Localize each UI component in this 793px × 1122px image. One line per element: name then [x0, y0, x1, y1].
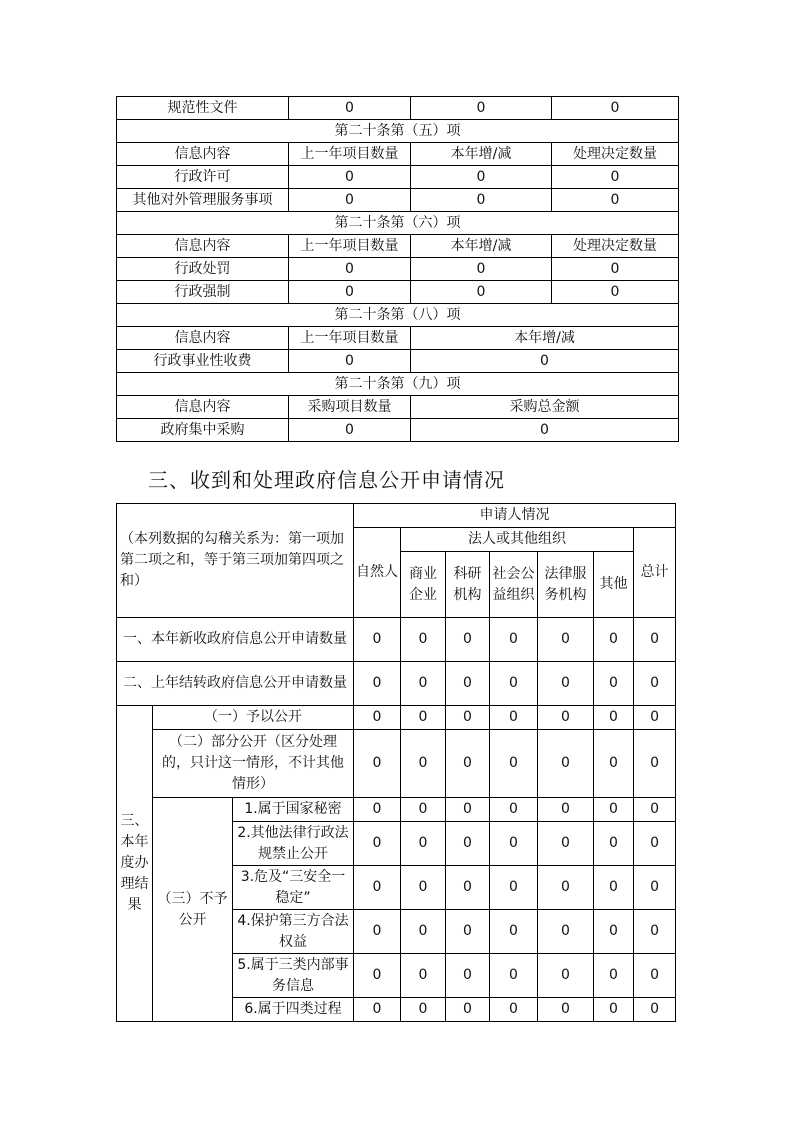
applications-table [116, 503, 676, 1022]
col-header: 信息内容 [117, 396, 289, 419]
cell-value: 0 [490, 662, 538, 706]
cell-value: 0 [594, 822, 634, 866]
cell-value: 0 [552, 189, 679, 212]
header-row [117, 143, 679, 166]
col-header: 处理决定数量 [552, 235, 679, 258]
table-row [117, 662, 676, 706]
cell-value: 0 [538, 618, 594, 662]
cell-value: 0 [354, 954, 401, 998]
cell-value: 0 [354, 662, 401, 706]
section-title: 第二十条第（六）项 [117, 212, 679, 235]
cell-value: 0 [354, 998, 401, 1022]
row-label: （二）部分公开（区分处理的，只计这一情形，不计其他情形） [153, 730, 354, 798]
section-header-row [117, 212, 679, 235]
cell-value: 0 [289, 258, 411, 281]
col-header: 总计 [634, 528, 676, 618]
cell-value: 0 [401, 998, 446, 1022]
header-row [117, 235, 679, 258]
cell-value: 0 [401, 662, 446, 706]
cell-value: 0 [552, 258, 679, 281]
cell-value: 0 [538, 954, 594, 998]
cell-value: 0 [490, 618, 538, 662]
col-header: 法人或其他组织 [401, 528, 634, 552]
cell-value: 0 [446, 822, 490, 866]
cell-value: 0 [411, 419, 679, 442]
col-header: 信息内容 [117, 143, 289, 166]
section-header-row [117, 120, 679, 143]
table-row [117, 166, 679, 189]
cell-value: 0 [594, 662, 634, 706]
cell-value: 0 [411, 97, 552, 120]
col-header: 申请人情况 [354, 504, 676, 528]
section-header-row [117, 304, 679, 327]
row-label: 二、上年结转政府信息公开申请数量 [117, 662, 354, 706]
row-label: 4.保护第三方合法权益 [233, 910, 354, 954]
row-label: 行政事业性收费 [117, 350, 289, 373]
cell-value: 0 [354, 730, 401, 798]
cell-value: 0 [354, 618, 401, 662]
col-header: 上一年项目数量 [289, 235, 411, 258]
row-label: 行政处罚 [117, 258, 289, 281]
cell-value: 0 [594, 866, 634, 910]
row-label: 行政许可 [117, 166, 289, 189]
table-row [117, 706, 676, 730]
cell-value: 0 [289, 166, 411, 189]
cell-value: 0 [411, 166, 552, 189]
cell-value: 0 [634, 618, 676, 662]
col-header: 其他 [594, 552, 634, 618]
cell-value: 0 [594, 706, 634, 730]
cell-value: 0 [594, 798, 634, 822]
cell-value: 0 [446, 998, 490, 1022]
section-title: 第二十条第（九）项 [117, 373, 679, 396]
cell-value: 0 [538, 998, 594, 1022]
cell-value: 0 [446, 910, 490, 954]
cell-value: 0 [634, 998, 676, 1022]
cell-value: 0 [401, 910, 446, 954]
col-header: 本年增/减 [411, 143, 552, 166]
section-title: 第二十条第（五）项 [117, 120, 679, 143]
cell-value: 0 [538, 798, 594, 822]
row-label: 2.其他法律行政法规禁止公开 [233, 822, 354, 866]
table-row [117, 281, 679, 304]
cell-value: 0 [446, 662, 490, 706]
cell-value: 0 [289, 419, 411, 442]
cell-value: 0 [634, 822, 676, 866]
cell-value: 0 [289, 97, 411, 120]
col-header: 科研机构 [446, 552, 490, 618]
cell-value: 0 [354, 798, 401, 822]
disclosure-items-table [116, 96, 679, 442]
header-row [117, 504, 676, 528]
cell-value: 0 [634, 662, 676, 706]
section-heading: 三、收到和处理政府信息公开申请情况 [148, 468, 505, 492]
cell-value: 0 [634, 706, 676, 730]
cell-value: 0 [538, 706, 594, 730]
cell-value: 0 [538, 866, 594, 910]
cell-value: 0 [538, 662, 594, 706]
cell-value: 0 [401, 866, 446, 910]
row-label: 5.属于三类内部事务信息 [233, 954, 354, 998]
note-cell: （本列数据的勾稽关系为：第一项加第二项之和，等于第三项加第四项之和） [117, 504, 354, 618]
cell-value: 0 [446, 730, 490, 798]
cell-value: 0 [634, 866, 676, 910]
table-row [117, 419, 679, 442]
cell-value: 0 [289, 281, 411, 304]
row-label: 其他对外管理服务事项 [117, 189, 289, 212]
section-header-row [117, 373, 679, 396]
cell-value: 0 [634, 910, 676, 954]
cell-value: 0 [552, 166, 679, 189]
cell-value: 0 [354, 910, 401, 954]
cell-value: 0 [289, 350, 411, 373]
cell-value: 0 [401, 822, 446, 866]
table-row [117, 618, 676, 662]
cell-value: 0 [538, 730, 594, 798]
col-header: 上一年项目数量 [289, 327, 411, 350]
cell-value: 0 [594, 954, 634, 998]
cell-value: 0 [401, 954, 446, 998]
row-label: （一）予以公开 [153, 706, 354, 730]
row-label: 行政强制 [117, 281, 289, 304]
col-header: 信息内容 [117, 235, 289, 258]
table-row [117, 258, 679, 281]
cell-value: 0 [490, 822, 538, 866]
cell-value: 0 [490, 998, 538, 1022]
header-row [117, 396, 679, 419]
cell-value: 0 [446, 618, 490, 662]
cell-value: 0 [490, 910, 538, 954]
row-group-label: （三）不予公开 [153, 798, 233, 1022]
cell-value: 0 [552, 281, 679, 304]
cell-value: 0 [446, 954, 490, 998]
cell-value: 0 [552, 97, 679, 120]
cell-value: 0 [401, 618, 446, 662]
cell-value: 0 [446, 866, 490, 910]
col-header: 本年增/减 [411, 235, 552, 258]
table-row [117, 350, 679, 373]
col-header: 处理决定数量 [552, 143, 679, 166]
col-header: 信息内容 [117, 327, 289, 350]
cell-value: 0 [354, 822, 401, 866]
col-header: 采购项目数量 [289, 396, 411, 419]
cell-value: 0 [490, 706, 538, 730]
cell-value: 0 [490, 798, 538, 822]
header-row [117, 327, 679, 350]
cell-value: 0 [594, 910, 634, 954]
cell-value: 0 [594, 730, 634, 798]
cell-value: 0 [401, 706, 446, 730]
cell-value: 0 [446, 706, 490, 730]
cell-value: 0 [538, 822, 594, 866]
cell-value: 0 [411, 281, 552, 304]
cell-value: 0 [594, 998, 634, 1022]
cell-value: 0 [354, 866, 401, 910]
col-header: 上一年项目数量 [289, 143, 411, 166]
row-label: 政府集中采购 [117, 419, 289, 442]
cell-value: 0 [401, 730, 446, 798]
row-label: 3.危及“三安全一稳定” [233, 866, 354, 910]
col-header: 法律服务机构 [538, 552, 594, 618]
row-label: 一、本年新收政府信息公开申请数量 [117, 618, 354, 662]
table-row [117, 97, 679, 120]
group-label: 三、本年度办理结果 [117, 706, 153, 1022]
col-header: 商业企业 [401, 552, 446, 618]
cell-value: 0 [490, 866, 538, 910]
cell-value: 0 [634, 798, 676, 822]
cell-value: 0 [490, 954, 538, 998]
cell-value: 0 [446, 798, 490, 822]
cell-value: 0 [538, 910, 594, 954]
section-title: 第二十条第（八）项 [117, 304, 679, 327]
cell-value: 0 [401, 798, 446, 822]
cell-value: 0 [411, 189, 552, 212]
cell-value: 0 [634, 954, 676, 998]
col-header: 采购总金额 [411, 396, 679, 419]
cell-value: 0 [594, 618, 634, 662]
row-label: 1.属于国家秘密 [233, 798, 354, 822]
col-header: 本年增/减 [411, 327, 679, 350]
cell-value: 0 [634, 730, 676, 798]
table-row [117, 798, 676, 822]
col-header: 自然人 [354, 528, 401, 618]
cell-value: 0 [289, 189, 411, 212]
cell-value: 0 [354, 706, 401, 730]
cell-value: 0 [490, 730, 538, 798]
table-row [117, 730, 676, 798]
col-header: 社会公益组织 [490, 552, 538, 618]
cell-value: 0 [411, 258, 552, 281]
row-label: 规范性文件 [117, 97, 289, 120]
row-label: 6.属于四类过程 [233, 998, 354, 1022]
table-row [117, 189, 679, 212]
cell-value: 0 [411, 350, 679, 373]
